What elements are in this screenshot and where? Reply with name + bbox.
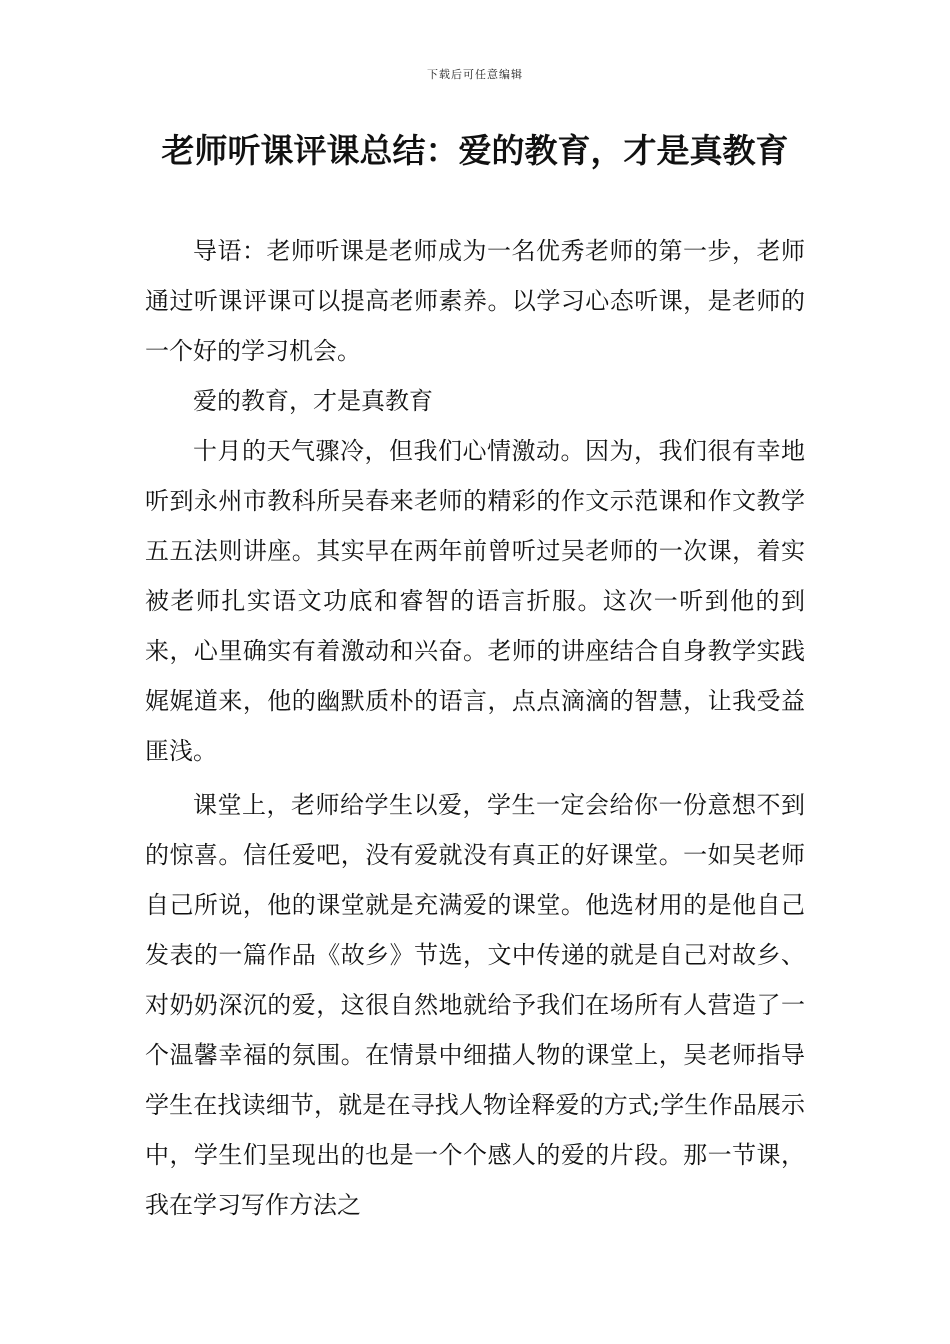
- document-title: 老师听课评课总结：爱的教育，才是真教育: [161, 131, 789, 170]
- section-heading: 爱的教育，才是真教育: [193, 387, 433, 415]
- document-body: [145, 226, 805, 1230]
- intro-paragraph: 导语：老师听课是老师成为一名优秀老师的第一步，老师通过听课评课可以提高老师素养。以学习心态听课，是老师的一个好的学习机会。: [145, 237, 805, 365]
- body-paragraph: 课堂上，老师给学生以爱，学生一定会给你一份意想不到的惊喜。信任爱吧，没有爱就没有真正的好课堂。一如吴老师自己所说，他的课堂就是充满爱的课堂。他选材用的是他自己发表的一篇作品《故乡》节选，文中传递的就是自己对故乡、对奶奶深沉的爱，这很自然地就给予我们在场所有人营造了一个温馨幸福的氛围。在情景中细描人物的课堂上，吴老师指导学生在找读细节，就是在寻找人物诠释爱的方式;学生作品展示中，学生们呈现出的也是一个个感人的爱的片段。那一节课，我在学习写作方法之: [145, 791, 805, 1219]
- header-note: 下载后可任意编辑: [427, 68, 523, 81]
- body-paragraph: 十月的天气骤冷，但我们心情激动。因为，我们很有幸地听到永州市教科所吴春来老师的精彩的作文示范课和作文教学五五法则讲座。其实早在两年前曾听过吴老师的一次课，着实被老师扎实语文功底和睿智的语言折服。这次一听到他的到来，心里确实有着激动和兴奋。老师的讲座结合自身教学实践娓娓道来，他的幽默质朴的语言，点点滴滴的智慧，让我受益匪浅。: [145, 437, 805, 765]
